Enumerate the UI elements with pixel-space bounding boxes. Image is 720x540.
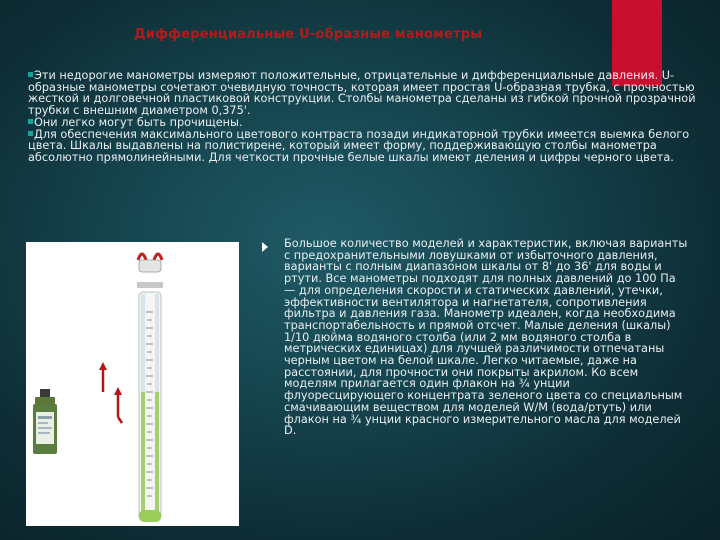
side-bullet-text: Большое количество моделей и характеристик, включая варианты с предохранительными ловушками от избыточного давления, варианты с полным диапазоном шкалы от 8' до 36' для воды и ртути. Все манометры подходят для полных давлений до 100 Па — для определения скорости и статических давлений, утечки, эффективности вентилятора и нагнетателя, сопротивления фильтра и давления газа. Манометр идеален, когда необходима транспортабельность и прямой отсчет. Малые деления (шкалы) 1/10 дюйма водяного столба (или 2 мм водяного столба в метрических единицах) для лучшей различимости отпечатаны черным цветом на белой шкале. Легко читаемые, даже на расстоянии, для прочности они покрыты акрилом. Ко всем моделям прилагается один флакон на ¾ унции флуоресцирующего концентрата зеленого цвета со специальным смачивающим веществом для моделей W/M (вода/ртуть) или флакон на ¾ унции красного измерительного масла для моделей D. bbox=[284, 237, 688, 438]
u-tube-manometer-icon bbox=[137, 254, 163, 522]
paragraph-3-text: Для обеспечения максимального цветового контраста позади индикаторной трубки имеется выемка белого цвета. Шкалы выдавлены на полистирене, который имеет форму, поддерживающую столбы манометра абсолютно прямолинейными. Для четкости прочные белые шкалы имеют деления и цифры черного цвета. bbox=[28, 127, 690, 164]
manometer-illustration bbox=[26, 242, 239, 526]
fluid-bottle-icon bbox=[33, 389, 57, 454]
arrow-bullet-icon bbox=[262, 242, 268, 252]
square-bullet-icon bbox=[28, 119, 33, 124]
paragraph-2-text: Они легко могут быть прочищены. bbox=[34, 115, 243, 129]
body-text bbox=[28, 70, 698, 164]
paragraph-1 bbox=[28, 70, 698, 117]
red-fittings-icon bbox=[99, 362, 122, 423]
manometer-photo bbox=[26, 242, 239, 526]
slide-title: Дифференциальные U-образные манометры bbox=[134, 27, 483, 42]
square-bullet-icon bbox=[28, 72, 33, 77]
square-bullet-icon bbox=[28, 131, 33, 136]
paragraph-3 bbox=[28, 129, 698, 164]
paragraph-1-text: Эти недорогие манометры измеряют положительные, отрицательные и дифференциальные давления. U-образные манометры сочетают очевидную точность, которая имеет простая U-образная трубка, с прочностью жесткой и долговечной пластиковой конструкции. Столбы манометра сделаны из гибкой прочной прозрачной трубки с внешним диаметром 0,375'. bbox=[28, 69, 696, 118]
